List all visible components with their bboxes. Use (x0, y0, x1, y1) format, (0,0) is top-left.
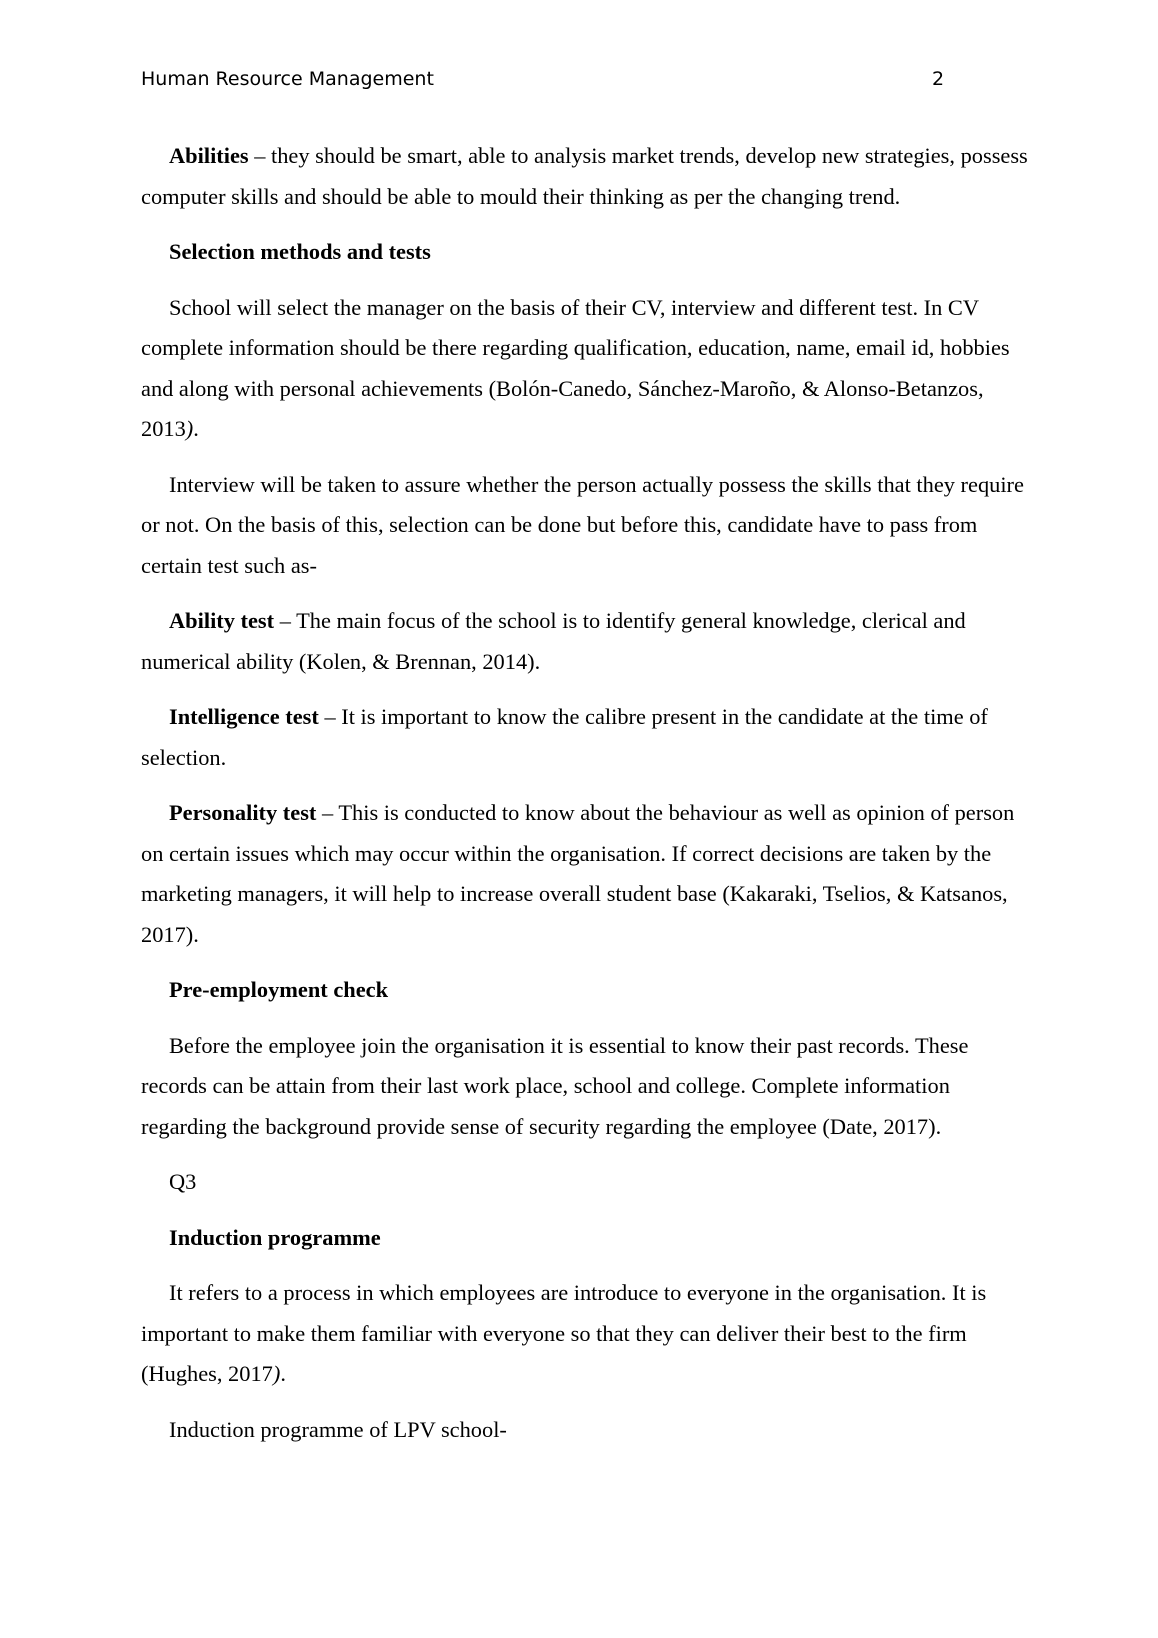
abilities-text: – they should be smart, able to analysis market trends, develop new strategies, possess computer skills and should be able to mould their thinking as per the changing trend. (141, 143, 1028, 209)
q3-label: Q3 (169, 1169, 197, 1194)
intelligence-test-text: – It is important to know the calibre present in the candidate at the time of selection. (141, 704, 988, 770)
induction-lpv-paragraph: Induction programme of LPV school- (169, 1416, 507, 1442)
personality-test-text: – This is conducted to know about the behaviour as well as opinion of person on certain issues which may occur within the organisation. If correct decisions are taken by the marketing managers, it will help to increase overall student base (Kakaraki, Tselios, & Katsanos, 2017). (141, 800, 1015, 947)
induction-text-end: . (280, 1361, 286, 1386)
page-number: 2 (932, 68, 945, 90)
pre-employment-paragraph: Before the employee join the organisation it is essential to know their past records. These records can be attain from their last work place, school and college. Complete information regarding the background provide sense of security regarding the employee (Date, 2017). (141, 1032, 969, 1139)
intelligence-test-paragraph (141, 697, 1037, 778)
ability-test-paragraph (141, 601, 1037, 682)
document-body (141, 136, 1037, 1465)
ability-test-label: Ability test (169, 608, 275, 633)
personality-test-paragraph (141, 793, 1037, 955)
personality-test-label: Personality test (169, 800, 317, 825)
abilities-label: Abilities (169, 143, 249, 168)
induction-text: It refers to a process in which employees are introduce to everyone in the organisation. It is important to make them familiar with everyone so that they can deliver their best to the firm (Hughes, 2017 (141, 1280, 987, 1386)
ability-test-text: – The main focus of the school is to identify general knowledge, clerical and numerical ability (Kolen, & Brennan, 2014). (141, 608, 966, 674)
interview-paragraph: Interview will be taken to assure whether the person actually possess the skills that they require or not. On the basis of this, selection can be done but before this, candidate have to pass from certain test such as- (141, 471, 1024, 578)
selection-text: School will select the manager on the basis of their CV, interview and different test. In CV complete information should be there regarding qualification, education, name, email id, hobbies and along with personal achievements (Bolón-Canedo, Sánchez-Maroño, & Alonso-Betanzos, 2013 (141, 294, 1010, 441)
pre-employment-heading: Pre-employment check (169, 977, 389, 1002)
induction-text-close: ) (272, 1361, 281, 1386)
selection-text-end: . (193, 416, 199, 441)
selection-text-close: ) (185, 416, 194, 441)
intelligence-test-label: Intelligence test (169, 704, 319, 729)
selection-methods-heading: Selection methods and tests (169, 239, 431, 264)
selection-paragraph (141, 288, 1037, 450)
induction-paragraph (141, 1273, 1037, 1395)
header-title: Human Resource Management (141, 68, 434, 90)
abilities-paragraph (141, 136, 1037, 217)
induction-heading: Induction programme (169, 1224, 381, 1250)
page-header (141, 68, 945, 98)
